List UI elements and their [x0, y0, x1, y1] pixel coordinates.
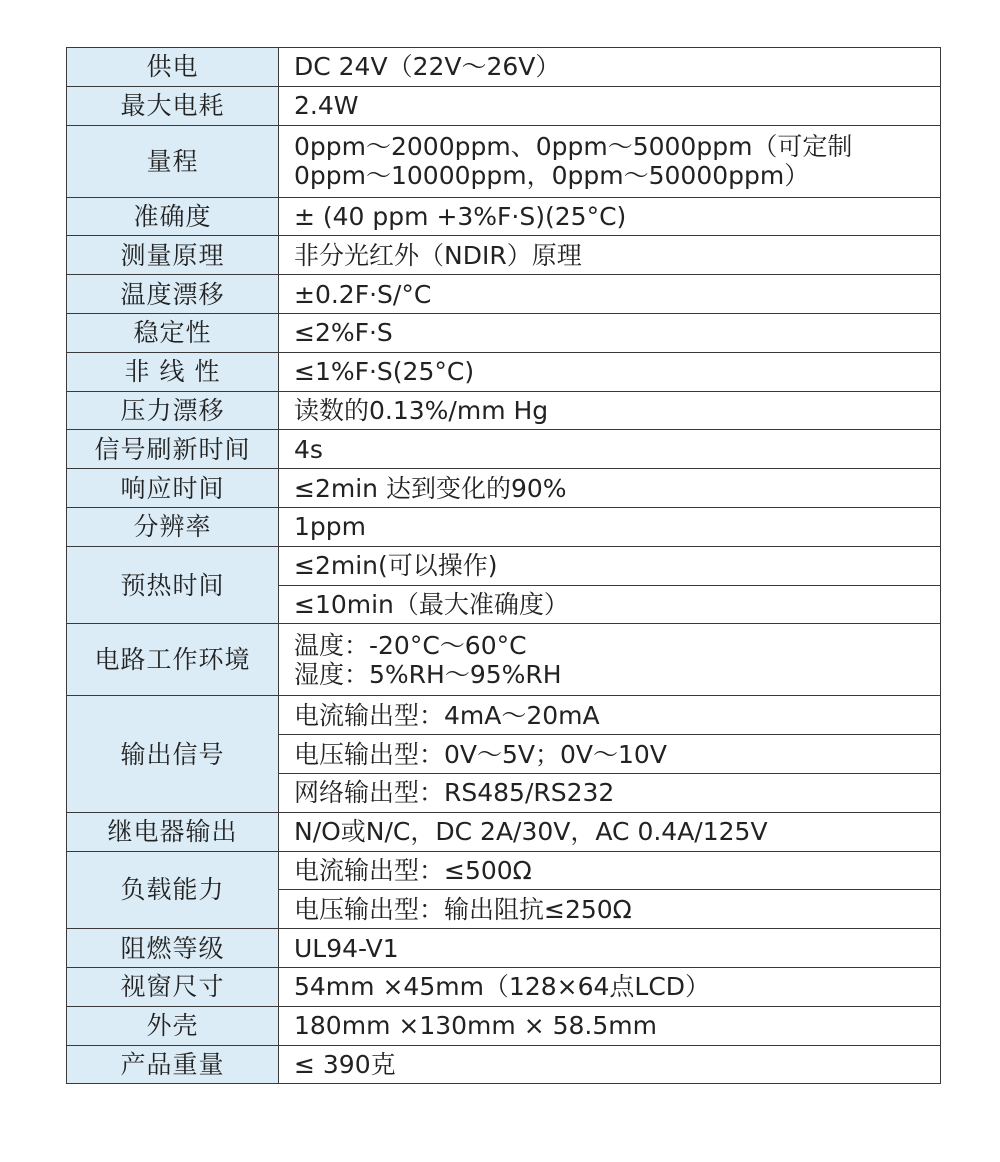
spec-value: 电流输出型：≤500Ω	[279, 851, 941, 890]
spec-row	[67, 1006, 941, 1045]
spec-label: 电路工作环境	[67, 624, 279, 696]
spec-value-line: 读数的0.13%/mm Hg	[294, 395, 549, 425]
spec-value: ≤2min(可以操作)	[279, 546, 941, 585]
spec-label: 稳定性	[67, 313, 279, 352]
spec-label: 准确度	[67, 197, 279, 236]
spec-value-line: 1ppm	[294, 512, 366, 542]
spec-label: 负载能力	[67, 851, 279, 929]
spec-row	[67, 313, 941, 352]
spec-label: 继电器输出	[67, 812, 279, 851]
spec-value-line: N/O或N/C，DC 2A/30V，AC 0.4A/125V	[294, 817, 768, 847]
spec-value	[279, 275, 941, 314]
spec-row	[67, 236, 941, 275]
spec-value: 电压输出型：输出阻抗≤250Ω	[279, 890, 941, 929]
spec-value	[279, 929, 941, 968]
spec-label: 阻燃等级	[67, 929, 279, 968]
spec-value-line: DC 24V（22V～26V）	[294, 52, 561, 82]
spec-value	[279, 1045, 941, 1084]
spec-row	[67, 624, 941, 696]
spec-row	[67, 125, 941, 197]
spec-label: 响应时间	[67, 469, 279, 508]
spec-value-line: ≤2%F·S	[294, 318, 393, 348]
spec-value	[279, 236, 941, 275]
spec-table-body	[67, 48, 941, 1084]
spec-row	[67, 1045, 941, 1084]
spec-value	[279, 125, 941, 197]
spec-value	[279, 48, 941, 87]
spec-value-line: 4s	[294, 434, 323, 464]
spec-row	[67, 197, 941, 236]
spec-label: 压力漂移	[67, 391, 279, 430]
spec-value: ≤10min（最大准确度）	[279, 585, 941, 624]
spec-value-line: 54mm ×45mm（128×64点LCD）	[294, 972, 711, 1002]
spec-value	[279, 967, 941, 1006]
spec-label: 最大电耗	[67, 86, 279, 125]
spec-value-line: 180mm ×130mm × 58.5mm	[294, 1011, 657, 1041]
spec-label: 供电	[67, 48, 279, 87]
spec-row	[67, 275, 941, 314]
spec-value-line: 0ppm～2000ppm、0ppm～5000ppm（可定制	[294, 132, 853, 162]
spec-value-line: ± (40 ppm +3%F·S)(25°C)	[294, 201, 627, 231]
spec-value	[279, 507, 941, 546]
spec-value-line: 湿度：5%RH～95%RH	[294, 659, 562, 689]
spec-value	[279, 624, 941, 696]
spec-label: 温度漂移	[67, 275, 279, 314]
spec-value	[279, 197, 941, 236]
spec-value	[279, 352, 941, 391]
spec-row	[67, 48, 941, 87]
spec-value: 电流输出型：4mA～20mA	[279, 696, 941, 735]
spec-label: 信号刷新时间	[67, 430, 279, 469]
spec-label: 外壳	[67, 1006, 279, 1045]
spec-label: 非 线 性	[67, 352, 279, 391]
spec-row	[67, 929, 941, 968]
spec-value: 网络输出型：RS485/RS232	[279, 773, 941, 812]
spec-row	[67, 851, 941, 890]
spec-row	[67, 430, 941, 469]
spec-label: 量程	[67, 125, 279, 197]
spec-row	[67, 469, 941, 508]
spec-value-line: 0ppm～10000ppm，0ppm～50000ppm）	[294, 161, 810, 191]
spec-table	[66, 47, 941, 1084]
spec-value-line: ≤ 390克	[294, 1049, 396, 1079]
spec-value: 电压输出型：0V～5V；0V～10V	[279, 735, 941, 774]
spec-label: 产品重量	[67, 1045, 279, 1084]
spec-label: 测量原理	[67, 236, 279, 275]
spec-row	[67, 507, 941, 546]
spec-label: 视窗尺寸	[67, 967, 279, 1006]
spec-row	[67, 967, 941, 1006]
spec-row	[67, 696, 941, 735]
spec-label: 分辨率	[67, 507, 279, 546]
spec-value	[279, 812, 941, 851]
spec-row	[67, 812, 941, 851]
spec-value-line: UL94-V1	[294, 933, 399, 963]
spec-row	[67, 86, 941, 125]
spec-value	[279, 313, 941, 352]
spec-row	[67, 391, 941, 430]
spec-value-line: 温度：-20°C～60°C	[294, 630, 527, 660]
spec-value	[279, 391, 941, 430]
spec-value	[279, 469, 941, 508]
spec-value-line: 2.4W	[294, 91, 359, 121]
spec-value	[279, 86, 941, 125]
spec-value-line: ≤1%F·S(25°C)	[294, 357, 475, 387]
spec-row	[67, 352, 941, 391]
spec-value-line: ≤2min 达到变化的90%	[294, 473, 567, 503]
spec-value-line: ±0.2F·S/°C	[294, 279, 432, 309]
spec-value	[279, 430, 941, 469]
spec-value-line: 非分光红外（NDIR）原理	[294, 240, 582, 270]
spec-label: 输出信号	[67, 696, 279, 812]
spec-value	[279, 1006, 941, 1045]
spec-label: 预热时间	[67, 546, 279, 624]
spec-row	[67, 546, 941, 585]
